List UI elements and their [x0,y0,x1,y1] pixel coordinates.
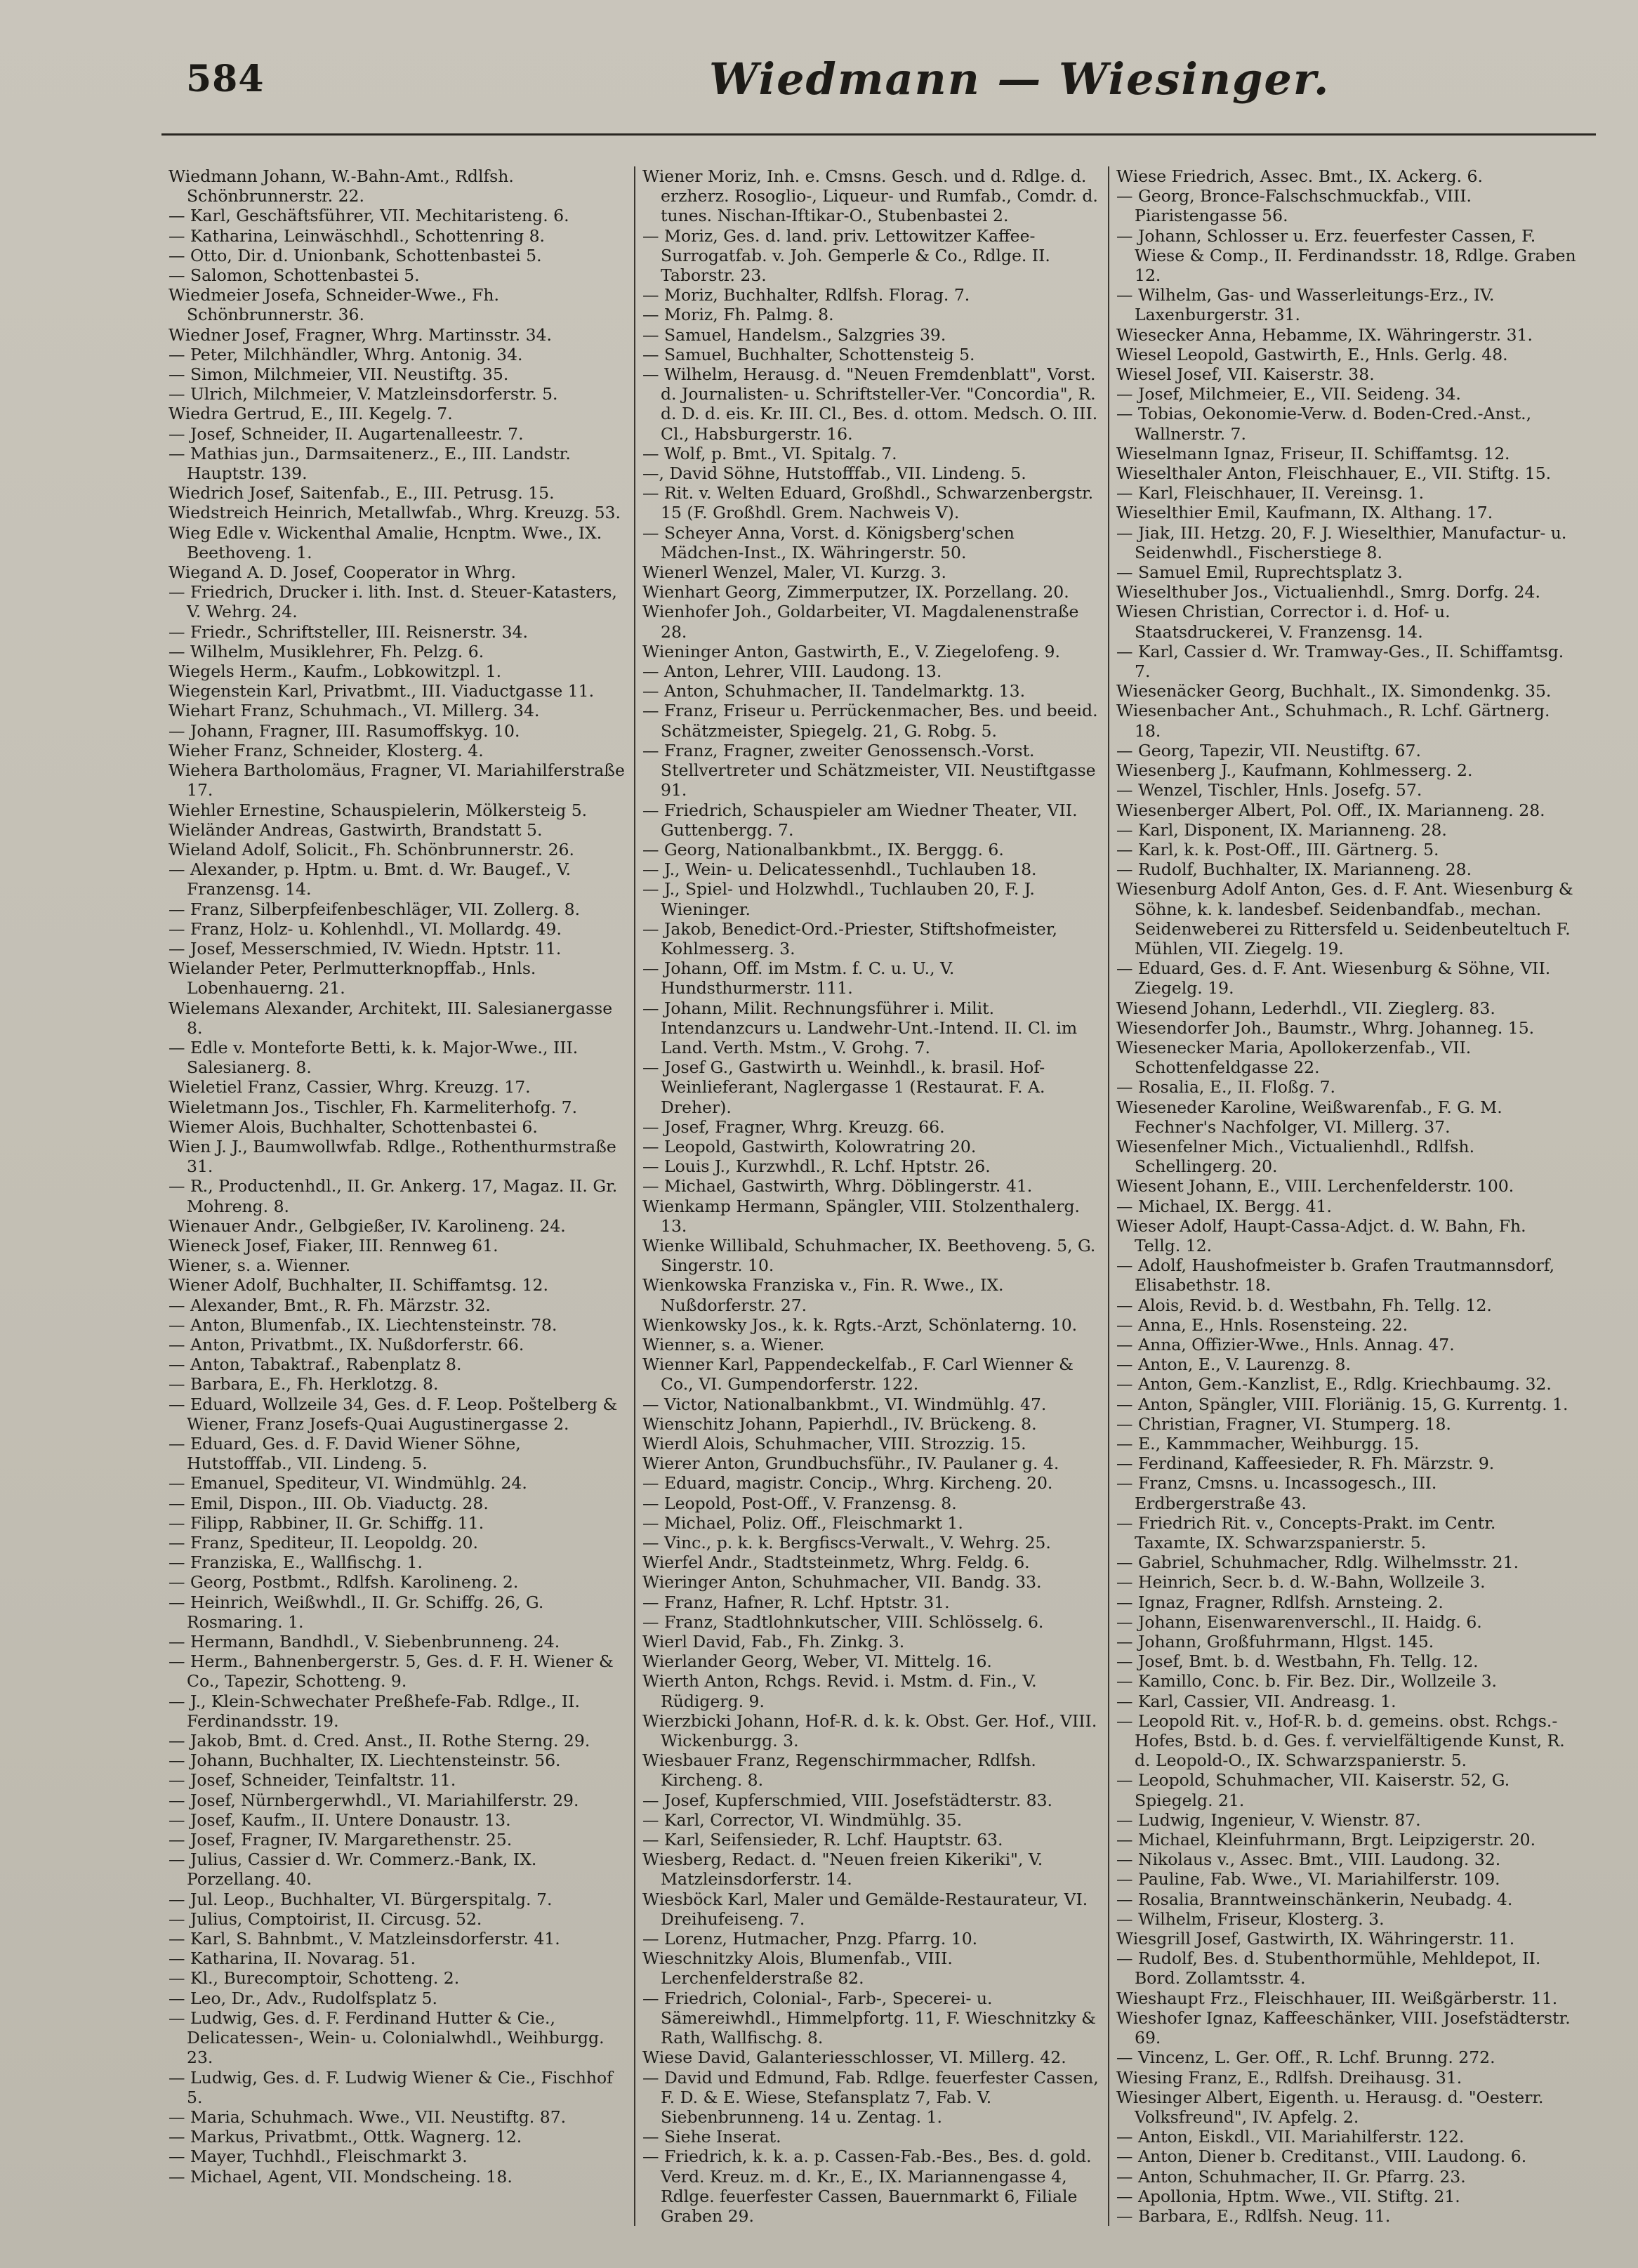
directory-entry: Wierdl Alois, Schuhmacher, VIII. Strozzig. 15. [642,1434,1026,1453]
directory-entry: — R., Productenhdl., II. Gr. Ankerg. 17, Magaz. II. Gr. Mohreng. 8. [169,1176,618,1216]
directory-entry: Wiedrich Josef, Saitenfab., E., III. Petrusg. 15. [169,483,555,503]
directory-entry: — Johann, Eisenwarenverschl., II. Haidg. 6. [1116,1611,1482,1632]
directory-entry: Wiener, s. a. Wienner. [169,1255,351,1276]
directory-entry: — Ferdinand, Kaffeesieder, R. Fh. Märzstr. 9. [1116,1453,1495,1474]
directory-entry: — Friedrich, Schauspieler am Wiedner Theater, VII. Guttenbergg. 7. [642,800,1078,840]
directory-entry: — Alexander, Bmt., R. Fh. Märzstr. 32. [169,1295,491,1315]
directory-entry: Wienkowsky Jos., k. k. Rgts.-Arzt, Schönlaterng. 10. [642,1314,1078,1335]
directory-entry: — Anton, Privatbmt., IX. Nußdorferstr. 66. [169,1334,524,1354]
directory-entry: — Markus, Privatbmt., Ottk. Wagnerg. 12. [169,2127,522,2147]
directory-entry: — Wilhelm, Herausg. d. "Neuen Fremdenblatt", Vorst. d. Journalisten- u. Schriftsteller-Ver. "Concordia", R. d. D. d. eis. Kr. III. Cl., Bes. d. ottom. Medsch. O. III. Cl., Habsburgerstr. 16. [642,364,1098,444]
directory-entry: — Jul. Leop., Buchhalter, VI. Bürgerspitalg. 7. [169,1889,553,1909]
directory-entry: — Michael, IX. Bergg. 41. [1116,1196,1332,1216]
directory-entry: Wierzbicki Johann, Hof-R. d. k. k. Obst. Ger. Hof., VIII. Wickenburgg. 3. [642,1710,1097,1751]
directory-entry: — Franz, Spediteur, II. Leopoldg. 20. [169,1533,478,1553]
directory-entry: Wiesböck Karl, Maler und Gemälde-Restaurateur, VI. Dreihufeiseng. 7. [642,1889,1088,1929]
directory-entry: Wiedra Gertrud, E., III. Kegelg. 7. [169,404,453,424]
directory-entry: — Karl, Corrector, VI. Windmühlg. 35. [642,1809,963,1830]
directory-entry: — Michael, Kleinfuhrmann, Brgt. Leipzigerstr. 20. [1116,1830,1536,1850]
directory-entry: Wieletiel Franz, Cassier, Whrg. Kreuzg. 17. [169,1077,531,1097]
directory-entry: — Adolf, Haushofmeister b. Grafen Trautmannsdorf, Elisabethstr. 18. [1116,1255,1555,1295]
directory-entry: — Anton, Schuhmacher, II. Tandelmarktg. 13. [642,681,1026,701]
directory-entry: — Hermann, Bandhdl., V. Siebenbrunneng. 24. [169,1632,560,1652]
directory-entry: Wiehart Franz, Schuhmach., VI. Millerg. 34. [169,701,540,721]
directory-entry: — Samuel, Buchhalter, Schottensteig 5. [642,344,975,364]
directory-entry: — Karl, Disponent, IX. Marianneng. 28. [1116,819,1447,840]
directory-entry: — Georg, Nationalbankbmt., IX. Berggg. 6. [642,839,1004,859]
directory-entry: — Leopold, Post-Off., V. Franzensg. 8. [642,1493,957,1513]
directory-entry: — Lorenz, Hutmacher, Pnzg. Pfarrg. 10. [642,1929,978,1949]
directory-entry: — Anton, Tabaktraf., Rabenplatz 8. [169,1354,462,1375]
directory-entry: Wienkamp Hermann, Spängler, VIII. Stolzenthalerg. 13. [642,1196,1080,1236]
columns [161,166,1596,2226]
directory-entry: — Christian, Fragner, VI. Stumperg. 18. [1116,1413,1451,1434]
directory-entry: Wienerl Wenzel, Maler, VI. Kurzg. 3. [642,562,946,583]
directory-entry: — Michael, Agent, VII. Mondscheing. 18. [169,2166,513,2187]
directory-entry: — Eduard, Ges. d. F. Ant. Wiesenburg & Söhne, VII. Ziegelg. 19. [1116,958,1551,998]
directory-entry: Wiesbauer Franz, Regenschirmmacher, Rdlfsh. Kircheng. 8. [642,1751,1036,1791]
directory-entry: Wieneck Josef, Fiaker, III. Rennweg 61. [169,1235,498,1255]
directory-entry: Wiesinger Albert, Eigenth. u. Herausg. d. "Oesterr. Volksfreund", IV. Apfelg. 2. [1116,2087,1544,2127]
directory-entry: — Scheyer Anna, Vorst. d. Königsberg'schen Mädchen-Inst., IX. Währingerstr. 50. [642,522,1015,562]
directory-entry: — Samuel Emil, Ruprechtsplatz 3. [1116,562,1403,583]
directory-entry: — Louis J., Kurzwhdl., R. Lchf. Hptstr. 26. [642,1156,991,1177]
directory-entry: — Josef, Schneider, Teinfaltstr. 11. [169,1770,456,1791]
column-middle [635,166,1109,2226]
directory-entry: —, David Söhne, Hutstofffab., VII. Lindeng. 5. [642,463,1026,484]
directory-entry: Wieschnitzky Alois, Blumenfab., VIII. Lerchenfelderstraße 82. [642,1949,953,1989]
directory-entry: Wieletmann Jos., Tischler, Fh. Karmeliterhofg. 7. [169,1097,578,1117]
directory-entry: — Wilhelm, Gas- und Wasserleitungs-Erz., IV. Laxenburgerstr. 31. [1116,285,1495,325]
directory-entry: — Franz, Hafner, R. Lchf. Hptstr. 31. [642,1592,950,1612]
directory-entry: — Franz, Stadtlohnkutscher, VIII. Schlösselg. 6. [642,1611,1044,1632]
directory-entry: Wiedmeier Josefa, Schneider-Wwe., Fh. Schönbrunnerstr. 36. [169,285,499,325]
directory-entry: Wiesgrill Josef, Gastwirth, IX. Währingerstr. 11. [1116,1929,1515,1949]
directory-entry: Wiedmann Johann, W.-Bahn-Amt., Rdlfsh. Schönbrunnerstr. 22. [169,166,514,206]
directory-entry: — Josef G., Gastwirth u. Weinhdl., k. brasil. Hof-Weinlieferant, Naglergasse 1 (Restaurat. F. A. Dreher). [642,1057,1045,1117]
directory-entry: — Franziska, E., Wallfischg. 1. [169,1552,423,1573]
directory-entry: — Filipp, Rabbiner, II. Gr. Schiffg. 11. [169,1512,484,1533]
directory-entry: Wierfel Andr., Stadtsteinmetz, Whrg. Feldg. 6. [642,1552,1030,1573]
directory-entry: — J., Klein-Schwechater Preßhefe-Fab. Rdlge., II. Ferdinandsstr. 19. [169,1691,580,1731]
directory-entry: — Peter, Milchhändler, Whrg. Antonig. 34. [169,344,523,364]
directory-entry: — Otto, Dir. d. Unionbank, Schottenbastei 5. [169,245,542,265]
directory-entry: — Vincenz, L. Ger. Off., R. Lchf. Brunng. 272. [1116,2048,1495,2068]
directory-entry: Wieselmann Ignaz, Friseur, II. Schiffamtsg. 12. [1116,443,1510,463]
directory-entry: Wiener Moriz, Inh. e. Cmsns. Gesch. und d. Rdlge. d. erzherz. Rosoglio-, Liqueur- und Rumfab., Comdr. d. tunes. Nischan-Iftikar-O., Stubenbastei 2. [642,166,1098,226]
directory-entry: Wienhofer Joh., Goldarbeiter, VI. Magdalenenstraße 28. [642,602,1079,642]
directory-entry: — Franz, Fragner, zweiter Genossensch.-Vorst. Stellvertreter und Schätzmeister, VII. Neustiftgasse 91. [642,740,1096,800]
directory-entry: Wiesenfelner Mich., Victualienhdl., Rdlfsh. Schellingerg. 20. [1116,1136,1475,1177]
directory-entry: — Leo, Dr., Adv., Rudolfsplatz 5. [169,1988,437,2008]
directory-entry: — J., Wein- u. Delicatessenhdl., Tuchlauben 18. [642,859,1037,880]
directory-entry: — Mayer, Tuchhdl., Fleischmarkt 3. [169,2147,468,2167]
directory-entry: Wiedstreich Heinrich, Metallwfab., Whrg. Kreuzg. 53. [169,503,621,523]
directory-entry: Wiesenberg J., Kaufmann, Kohlmesserg. 2. [1116,760,1473,781]
directory-entry: — Eduard, magistr. Concip., Whrg. Kircheng. 20. [642,1473,1053,1494]
directory-entry: Wieg Edle v. Wickenthal Amalie, Hcnptm. Wwe., IX. Beethoveng. 1. [169,522,602,562]
directory-entry: Wieringer Anton, Schuhmacher, VII. Bandg. 33. [642,1572,1042,1593]
directory-entry: — Kl., Burecomptoir, Schotteng. 2. [169,1968,460,1989]
directory-entry: — Josef, Messerschmied, IV. Wiedn. Hptstr. 11. [169,938,562,958]
directory-entry: Wieser Adolf, Haupt-Cassa-Adjct. d. W. Bahn, Fh. Tellg. 12. [1116,1215,1526,1255]
directory-entry: — Josef, Milchmeier, E., VII. Seideng. 34. [1116,384,1461,404]
page-number: 584 [186,58,265,100]
directory-entry: — Friedr., Schriftsteller, III. Reisnerstr. 34. [169,621,528,642]
directory-entry: — Ludwig, Ingenieur, V. Wienstr. 87. [1116,1809,1421,1830]
directory-entry: — Anna, Offizier-Wwe., Hnls. Annag. 47. [1116,1334,1455,1354]
directory-entry: Wieseneder Karoline, Weißwarenfab., F. G. M. Fechner's Nachfolger, VI. Millerg. 37. [1116,1097,1502,1137]
directory-entry: — Josef, Kupferschmied, VIII. Josefstädterstr. 83. [642,1790,1053,1810]
directory-entry: Wiesberg, Redact. d. "Neuen freien Kikeriki", V. Matzleinsdorferstr. 14. [642,1850,1043,1890]
directory-entry: — Josef, Kaufm., II. Untere Donaustr. 13. [169,1809,511,1830]
directory-entry: — Karl, Cassier, VII. Andreasg. 1. [1116,1691,1396,1711]
directory-entry: Wien J. J., Baumwollwfab. Rdlge., Rothenthurmstraße 31. [169,1136,616,1177]
directory-entry: — Siehe Inserat. [642,2127,781,2147]
directory-entry: Wielander Peter, Perlmutterknopffab., Hnls. Lobenhauerng. 21. [169,958,536,998]
directory-entry: Wiesendorfer Joh., Baumstr., Whrg. Johanneg. 15. [1116,1017,1535,1038]
directory-entry: — Karl, Seifensieder, R. Lchf. Hauptstr. 63. [642,1830,1003,1850]
directory-entry: — Josef, Fragner, IV. Margarethenstr. 25. [169,1830,513,1850]
directory-entry: — Georg, Postbmt., Rdlfsh. Karolineng. 2. [169,1572,519,1593]
directory-entry: — J., Spiel- und Holzwhdl., Tuchlauben 20, F. J. Wieninger. [642,879,1035,919]
directory-entry: — Emanuel, Spediteur, VI. Windmühlg. 24. [169,1473,527,1494]
directory-entry: Wienner Karl, Pappendeckelfab., F. Carl Wienner & Co., VI. Gumpendorferstr. 122. [642,1354,1074,1395]
directory-entry: Wiehler Ernestine, Schauspielerin, Mölkersteig 5. [169,800,588,820]
directory-entry: Wiesel Leopold, Gastwirth, E., Hnls. Gerlg. 48. [1116,344,1508,364]
directory-entry: Wiegels Herm., Kaufm., Lobkowitzpl. 1. [169,661,502,682]
directory-entry: — Friedrich, Colonial-, Farb-, Specerei- u. Sämereiwhdl., Himmelpfortg. 11, F. Wieschnitzky & Rath, Wallfischg. 8. [642,1988,1097,2048]
directory-entry: — Heinrich, Secr. b. d. W.-Bahn, Wollzeile 3. [1116,1572,1486,1593]
directory-entry: Wienhart Georg, Zimmerputzer, IX. Porzellang. 20. [642,582,1069,602]
directory-entry: Wiesent Johann, E., VIII. Lerchenfelderstr. 100. [1116,1176,1514,1196]
directory-entry: — Josef, Fragner, Whrg. Kreuzg. 66. [642,1116,945,1137]
directory-entry: — Vinc., p. k. k. Bergfiscs-Verwalt., V. Wehrg. 25. [642,1533,1051,1553]
directory-entry: Wieselthaler Anton, Fleischhauer, E., VII. Stiftg. 15. [1116,463,1552,484]
directory-entry: — Ignaz, Fragner, Rdlfsh. Arnsteing. 2. [1116,1592,1444,1612]
directory-entry: — Julius, Comptoirist, II. Circusg. 52. [169,1908,482,1929]
page-header [161,49,1596,136]
directory-entry: — Karl, Geschäftsführer, VII. Mechitaristeng. 6. [169,206,569,226]
directory-entry: Wieselthuber Jos., Victualienhdl., Smrg. Dorfg. 24. [1116,582,1540,602]
directory-entry: — Franz, Cmsns. u. Incassogesch., III. Erdbergerstraße 43. [1116,1473,1437,1513]
directory-entry: — Katharina, II. Novarag. 51. [169,1949,416,1969]
directory-entry: — Nikolaus v., Assec. Bmt., VIII. Laudong. 32. [1116,1850,1501,1870]
directory-entry: — Georg, Tapezir, VII. Neustiftg. 67. [1116,740,1421,760]
directory-entry: — Michael, Gastwirth, Whrg. Döblingerstr. 41. [642,1176,1033,1196]
directory-entry: Wiesenecker Maria, Apollokerzenfab., VII. Schottenfeldgasse 22. [1116,1037,1472,1078]
directory-entry: — Jiak, III. Hetzg. 20, F. J. Wieselthier, Manufactur- u. Seidenwhdl., Fischerstiege 8. [1116,522,1567,562]
directory-entry: Wiesenbacher Ant., Schuhmach., R. Lchf. Gärtnerg. 18. [1116,701,1550,741]
directory-entry: — Pauline, Fab. Wwe., VI. Mariahilferstr. 109. [1116,1869,1500,1890]
directory-entry: Wiesenburg Adolf Anton, Ges. d. F. Ant. Wiesenburg & Söhne, k. k. landesbef. Seidenbandfab., mechan. Seidenweberei zu Rittersfeld u. Seidenbeuteltuch F. Mühlen, VII. Ziegelg. 19. [1116,879,1573,958]
directory-entry: — Johann, Großfuhrmann, Hlgst. 145. [1116,1632,1434,1652]
directory-entry: Wieshofer Ignaz, Kaffeeschänker, VIII. Josefstädterstr. 69. [1116,2007,1571,2048]
directory-entry: — Jakob, Bmt. d. Cred. Anst., II. Rothe Sterng. 29. [169,1731,590,1751]
directory-entry: — Rudolf, Bes. d. Stubenthormühle, Mehldepot, II. Bord. Zollamtsstr. 4. [1116,1949,1541,1989]
column-right [1109,166,1583,2226]
directory-entry: — Alexander, p. Hptm. u. Bmt. d. Wr. Baugef., V. Franzensg. 14. [169,859,572,899]
directory-entry: — Johann, Off. im Mstm. f. C. u. U., V. Hundsthurmerstr. 111. [642,958,955,998]
directory-entry: — Rudolf, Buchhalter, IX. Marianneng. 28. [1116,859,1472,880]
directory-entry: — Josef, Nürnbergerwhdl., VI. Mariahilferstr. 29. [169,1790,579,1810]
directory-entry: Wiese Friedrich, Assec. Bmt., IX. Ackerg. 6. [1116,166,1483,186]
directory-entry: — Alois, Revid. b. d. Westbahn, Fh. Tellg. 12. [1116,1295,1492,1315]
directory-entry: — Apollonia, Hptm. Wwe., VII. Stiftg. 21. [1116,2186,1460,2206]
directory-entry: — Friedrich, k. k. a. p. Cassen-Fab.-Bes., Bes. d. gold. Verd. Kreuz. m. d. Kr., E., IX. Mariannengasse 4, Rdlge. feuerfester Cassen, Bauernmarkt 6, Filiale Graben 29. [642,2147,1092,2226]
directory-entry: Wieninger Anton, Gastwirth, E., V. Ziegelofeng. 9. [642,641,1060,661]
directory-entry: — Leopold, Schuhmacher, VII. Kaiserstr. 52, G. Spiegelg. 21. [1116,1770,1510,1810]
column-left [161,166,635,2226]
directory-entry: Wierth Anton, Rchgs. Revid. i. Mstm. d. Fin., V. Rüdigerg. 9. [642,1671,1037,1711]
directory-entry: — Franz, Holz- u. Kohlenhdl., VI. Mollardg. 49. [169,918,562,939]
directory-entry: — Samuel, Handelsm., Salzgries 39. [642,324,946,345]
directory-entry: Wiesenäcker Georg, Buchhalt., IX. Simondenkg. 35. [1116,681,1552,701]
directory-entry: — Salomon, Schottenbastei 5. [169,265,420,286]
directory-entry: Wiegand A. D. Josef, Cooperator in Whrg. [169,562,516,583]
directory-entry: — Gabriel, Schuhmacher, Rdlg. Wilhelmsstr. 21. [1116,1552,1519,1573]
directory-entry: — Franz, Friseur u. Perrückenmacher, Bes. und beeid. Schätzmeister, Spiegelg. 21, G. Robg. 5. [642,701,1098,741]
directory-entry: — Wilhelm, Friseur, Klosterg. 3. [1116,1908,1385,1929]
directory-entry: — Leopold, Gastwirth, Kolowratring 20. [642,1136,977,1156]
directory-entry: — Anton, Spängler, VIII. Floriänig. 15, G. Kurrentg. 1. [1116,1394,1568,1414]
directory-entry: — David und Edmund, Fab. Rdlge. feuerfester Cassen, F. D. & E. Wiese, Stefansplatz 7, Fab. V. Siebenbrunneng. 14 u. Zentag. 1. [642,2067,1099,2127]
directory-entry: — Anton, Blumenfab., IX. Liechtensteinstr. 78. [169,1314,557,1335]
directory-entry: — Anton, Schuhmacher, II. Gr. Pfarrg. 23. [1116,2166,1466,2187]
directory-entry: Wiehera Bartholomäus, Fragner, VI. Mariahilferstraße 17. [169,760,625,800]
directory-entry: — Wenzel, Tischler, Hnls. Josefg. 57. [1116,780,1422,800]
directory-entry: Wierer Anton, Grundbuchsführ., IV. Paulaner g. 4. [642,1453,1059,1474]
directory-entry: — Anton, Lehrer, VIII. Laudong. 13. [642,661,942,682]
directory-entry: — Josef, Bmt. b. d. Westbahn, Fh. Tellg. 12. [1116,1651,1479,1672]
directory-entry: — Mathias jun., Darmsaitenerz., E., III. Landstr. Hauptstr. 139. [169,443,571,484]
directory-entry: Wienkowska Franziska v., Fin. R. Wwe., IX. Nußdorferstr. 27. [642,1275,1004,1315]
directory-entry: Wieselthier Emil, Kaufmann, IX. Althang. 17. [1116,503,1493,523]
directory-entry: — Friedrich, Drucker i. lith. Inst. d. Steuer-Katasters, V. Wehrg. 24. [169,582,617,622]
directory-entry: — Eduard, Wollzeile 34, Ges. d. F. Leop. Poštelberg & Wiener, Franz Josefs-Quai Augustinergasse 2. [169,1394,618,1434]
directory-entry: — E., Kammmacher, Weihburgg. 15. [1116,1434,1420,1453]
directory-entry: Wieher Franz, Schneider, Klosterg. 4. [169,740,484,760]
directory-entry: — Karl, k. k. Post-Off., III. Gärtnerg. 5. [1116,839,1439,859]
directory-entry: — Simon, Milchmeier, VII. Neustiftg. 35. [169,364,509,385]
directory-entry: — Karl, Cassier d. Wr. Tramway-Ges., II. Schiffamtsg. 7. [1116,641,1564,682]
directory-entry: Wiener Adolf, Buchhalter, II. Schiffamtsg. 12. [169,1275,548,1295]
directory-entry: Wiemer Alois, Buchhalter, Schottenbastei 6. [169,1116,538,1137]
directory-entry: — Anton, Eiskdl., VII. Mariahilferstr. 122. [1116,2127,1465,2147]
directory-entry: — Anton, Gem.-Kanzlist, E., Rdlg. Kriechbaumg. 32. [1116,1374,1552,1395]
directory-entry: — Anton, E., V. Laurenzg. 8. [1116,1354,1351,1375]
running-head: Wiedmann — Wiesinger. [709,53,1330,105]
directory-entry: — Edle v. Monteforte Betti, k. k. Major-Wwe., III. Salesianerg. 8. [169,1037,579,1078]
directory-entry: — Rit. v. Welten Eduard, Großhdl., Schwarzenbergstr. 15 (F. Großhdl. Grem. Nachweis V). [642,483,1094,523]
directory-entry: — Ludwig, Ges. d. F. Ludwig Wiener & Cie., Fischhof 5. [169,2067,613,2107]
directory-entry: — Victor, Nationalbankbmt., VI. Windmühlg. 47. [642,1394,1047,1414]
directory-entry: Wiesenberger Albert, Pol. Off., IX. Marianneng. 28. [1116,800,1545,820]
directory-entry: — Rosalia, Branntweinschänkerin, Neubadg. 4. [1116,1889,1513,1909]
directory-entry: — Moriz, Fh. Palmg. 8. [642,305,834,325]
directory-entry: — Katharina, Leinwäschhdl., Schottenring 8. [169,225,546,246]
directory-entry: — Josef, Schneider, II. Augartenalleestr. 7. [169,423,524,444]
directory-entry: — Moriz, Ges. d. land. priv. Lettowitzer Kaffee-Surrogatfab. v. Joh. Gemperle & Co., Rdlge. II. Taborstr. 23. [642,225,1050,286]
directory-entry: Wiesing Franz, E., Rdlfsh. Dreihausg. 31. [1116,2067,1462,2088]
directory-entry: Wienner, s. a. Wiener. [642,1334,825,1354]
directory-entry: — Julius, Cassier d. Wr. Commerz.-Bank, IX. Porzellang. 40. [169,1850,537,1890]
directory-entry: — Michael, Poliz. Off., Fleischmarkt 1. [642,1512,963,1533]
directory-entry: — Kamillo, Conc. b. Fir. Bez. Dir., Wollzeile 3. [1116,1671,1497,1692]
directory-entry: — Herm., Bahnenbergerstr. 5, Ges. d. F. H. Wiener & Co., Tapezir, Schotteng. 9. [169,1651,614,1692]
directory-entry: — Ludwig, Ges. d. F. Ferdinand Hutter & Cie., Delicatessen-, Wein- u. Colonialwhdl., Weihburgg. 23. [169,2007,605,2068]
directory-entry: — Georg, Bronce-Falschschmuckfab., VIII. Piaristengasse 56. [1116,186,1472,226]
directory-entry: Wielemans Alexander, Architekt, III. Salesianergasse 8. [169,998,613,1038]
directory-entry: Wieland Adolf, Solicit., Fh. Schönbrunnerstr. 26. [169,839,574,859]
directory-entry: — Moriz, Buchhalter, Rdlfsh. Florag. 7. [642,285,970,305]
directory-entry: Wieländer Andreas, Gastwirth, Brandstatt 5. [169,819,543,840]
directory-entry: — Wilhelm, Musiklehrer, Fh. Pelzg. 6. [169,641,484,661]
directory-entry: Wiedner Josef, Fragner, Whrg. Martinsstr. 34. [169,324,552,345]
directory-entry: — Franz, Silberpfeifenbeschläger, VII. Zollerg. 8. [169,899,581,919]
directory-entry: — Anton, Diener b. Creditanst., VIII. Laudong. 6. [1116,2147,1527,2167]
directory-entry: Wierlander Georg, Weber, VI. Mittelg. 16. [642,1651,992,1672]
directory-entry: Wiesen Christian, Corrector i. d. Hof- u. Staatsdruckerei, V. Franzensg. 14. [1116,602,1451,642]
directory-entry: — Eduard, Ges. d. F. David Wiener Söhne, Hutstofffab., VII. Lindeng. 5. [169,1434,521,1474]
directory-entry: — Tobias, Oekonomie-Verw. d. Boden-Cred.-Anst., Wallnerstr. 7. [1116,404,1532,444]
directory-entry: — Anna, E., Hnls. Rosensteing. 22. [1116,1314,1408,1335]
directory-entry: — Johann, Schlosser u. Erz. feuerfester Cassen, F. Wiese & Comp., II. Ferdinandsstr. 18, Rdlge. Graben 12. [1116,225,1576,286]
directory-entry: Wienauer Andr., Gelbgießer, IV. Karolineng. 24. [169,1215,566,1236]
directory-entry: — Rosalia, E., II. Floßg. 7. [1116,1077,1336,1097]
directory-entry: — Johann, Milit. Rechnungsführer i. Milit. Intendanzcurs u. Landwehr-Unt.-Intend. II. Cl. im Land. Verth. Mstm., V. Grohg. 7. [642,998,1078,1057]
directory-entry: Wiesel Josef, VII. Kaiserstr. 38. [1116,364,1375,385]
directory-entry: — Karl, Fleischhauer, II. Vereinsg. 1. [1116,483,1425,503]
directory-entry: — Jakob, Benedict-Ord.-Priester, Stiftshofmeister, Kohlmesserg. 3. [642,918,1057,958]
directory-entry: — Ulrich, Milchmeier, V. Matzleinsdorferstr. 5. [169,384,558,404]
directory-entry: — Emil, Dispon., III. Ob. Viaductg. 28. [169,1493,489,1513]
directory-entry: Wiegenstein Karl, Privatbmt., III. Viaductgasse 11. [169,681,595,701]
directory-entry: Wiesecker Anna, Hebamme, IX. Währingerstr. 31. [1116,324,1533,345]
directory-entry: — Karl, S. Bahnbmt., V. Matzleinsdorferstr. 41. [169,1929,560,1949]
directory-entry: — Maria, Schuhmach. Wwe., VII. Neustiftg. 87. [169,2107,567,2127]
directory-entry: Wieshaupt Frz., Fleischhauer, III. Weißgärberstr. 11. [1116,1988,1558,2008]
directory-entry: — Barbara, E., Rdlfsh. Neug. 11. [1116,2206,1391,2226]
directory-entry: — Barbara, E., Fh. Herklotzg. 8. [169,1374,439,1395]
directory-entry: Wiesend Johann, Lederhdl., VII. Zieglerg. 83. [1116,998,1495,1018]
directory-entry: Wienschitz Johann, Papierhdl., IV. Brückeng. 8. [642,1413,1037,1434]
directory-entry: — Heinrich, Weißwhdl., II. Gr. Schiffg. 26, G. Rosmaring. 1. [169,1592,544,1632]
directory-entry: Wiese David, Galanteriesschlosser, VI. Millerg. 42. [642,2048,1066,2068]
directory-entry: — Friedrich Rit. v., Concepts-Prakt. im Centr. Taxamte, IX. Schwarzspanierstr. 5. [1116,1512,1496,1553]
directory-entry: — Wolf, p. Bmt., VI. Spitalg. 7. [642,443,897,463]
directory-entry: — Johann, Buchhalter, IX. Liechtensteinstr. 56. [169,1751,561,1771]
directory-entry: — Johann, Fragner, III. Rasumoffskyg. 10. [169,720,520,741]
directory-entry: — Leopold Rit. v., Hof-R. b. d. gemeins. obst. Rchgs.-Hofes, Bstd. b. d. Ges. f. vervielfältigende Kunst, R. d. Leopold-O., IX. Schwarzspanierstr. 5. [1116,1710,1565,1771]
directory-entry: Wierl David, Fab., Fh. Zinkg. 3. [642,1632,905,1652]
directory-entry: Wienke Willibald, Schuhmacher, IX. Beethoveng. 5, G. Singerstr. 10. [642,1235,1096,1276]
